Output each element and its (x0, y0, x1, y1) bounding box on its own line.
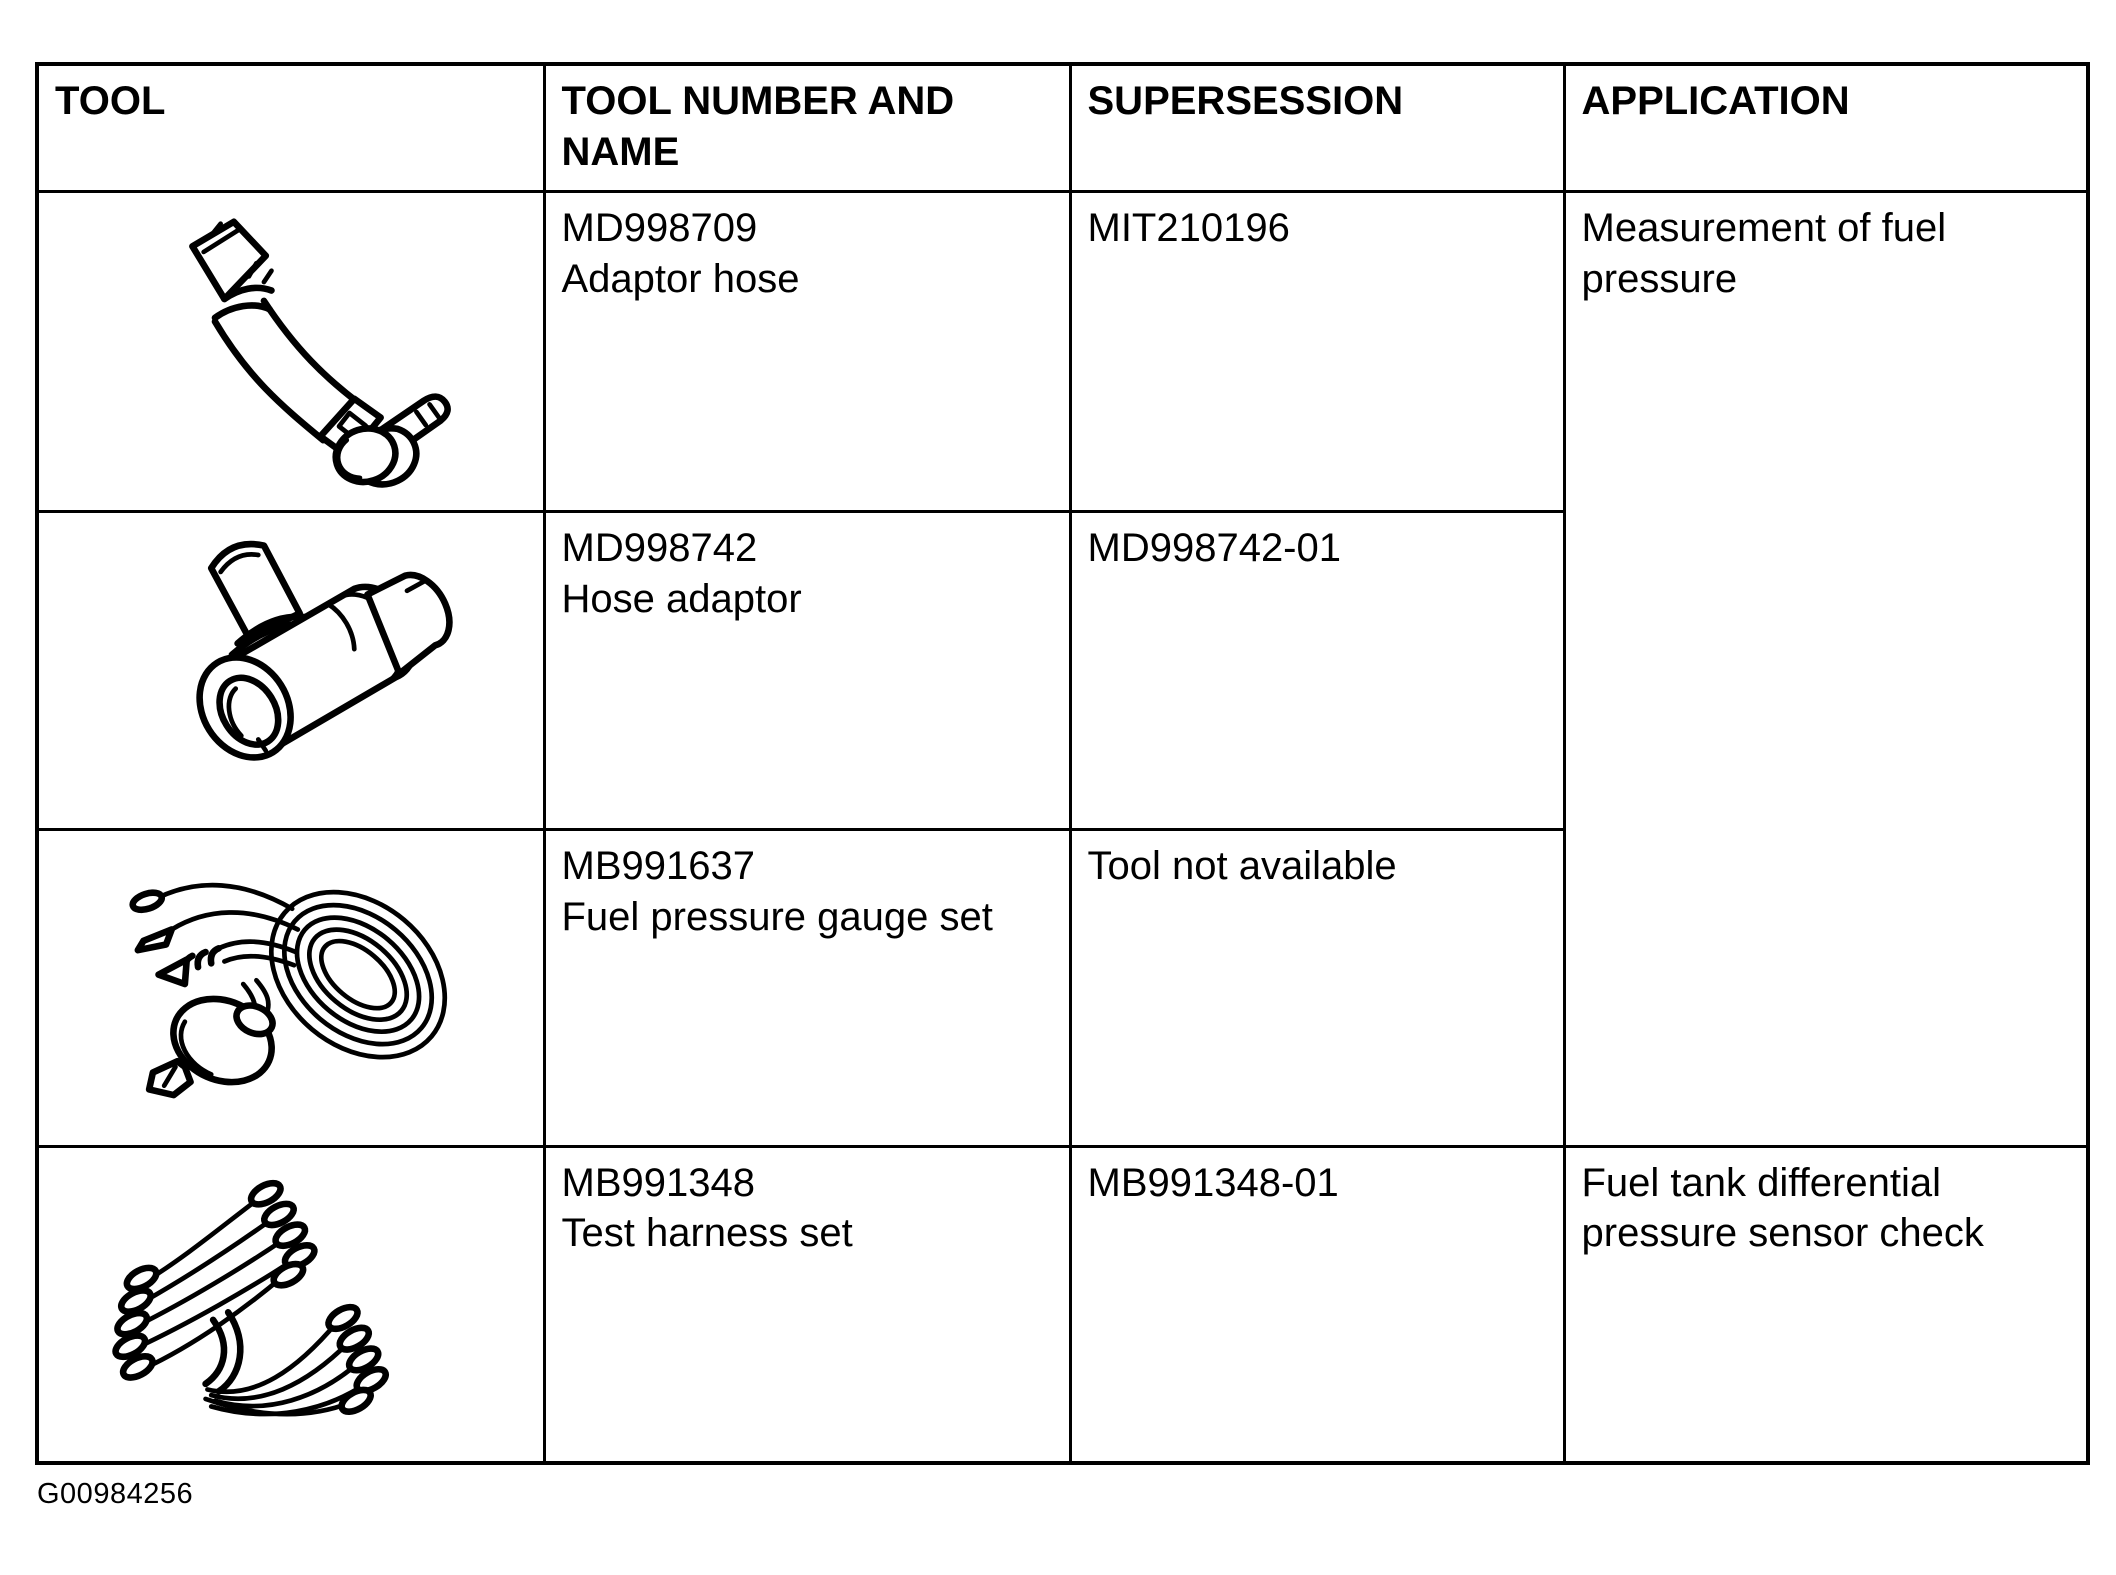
col-header-application: APPLICATION (1564, 64, 2088, 192)
tool-number-cell (544, 830, 1070, 1147)
tool-illustration-cell (37, 1146, 544, 1463)
tool-number-cell (544, 192, 1070, 512)
tool-number: MD998742 (561, 526, 758, 570)
tool-name: Hose adaptor (561, 576, 802, 621)
test-harness-set-icon (55, 1158, 527, 1452)
special-tools-table (35, 62, 2090, 1465)
fuel-pressure-gauge-set-icon (55, 841, 527, 1135)
tool-number: MB991637 (561, 844, 755, 888)
table-row (37, 1146, 2088, 1463)
tool-number-cell (544, 512, 1070, 830)
figure-id: G00984256 (37, 1478, 194, 1510)
col-header-tool-number-and-name: TOOL NUMBER AND NAME (544, 64, 1070, 192)
tool-number: MD998709 (561, 206, 758, 250)
tool-illustration-cell (37, 192, 544, 512)
application-cell: Fuel tank differential pressure sensor check (1564, 1146, 2088, 1463)
supersession-cell: MD998742-01 (1070, 512, 1564, 830)
supersession-cell: MB991348-01 (1070, 1146, 1564, 1463)
tool-number-cell (544, 1146, 1070, 1463)
tool-illustration-cell (37, 830, 544, 1147)
adaptor-hose-icon (55, 203, 527, 499)
tool-name: Adaptor hose (561, 256, 800, 301)
header-row (37, 64, 2088, 192)
tool-name: Fuel pressure gauge set (561, 894, 993, 939)
table-row (37, 192, 2088, 512)
supersession-cell: MIT210196 (1070, 192, 1564, 512)
application-cell: Measurement of fuel pressure (1564, 192, 2088, 1147)
tool-illustration-cell (37, 512, 544, 830)
hose-adaptor-icon (55, 523, 527, 817)
col-header-supersession: SUPERSESSION (1070, 64, 1564, 192)
supersession-cell: Tool not available (1070, 830, 1564, 1147)
tool-name: Test harness set (561, 1211, 853, 1256)
col-header-tool: TOOL (37, 64, 544, 192)
tool-number: MB991348 (561, 1160, 755, 1205)
